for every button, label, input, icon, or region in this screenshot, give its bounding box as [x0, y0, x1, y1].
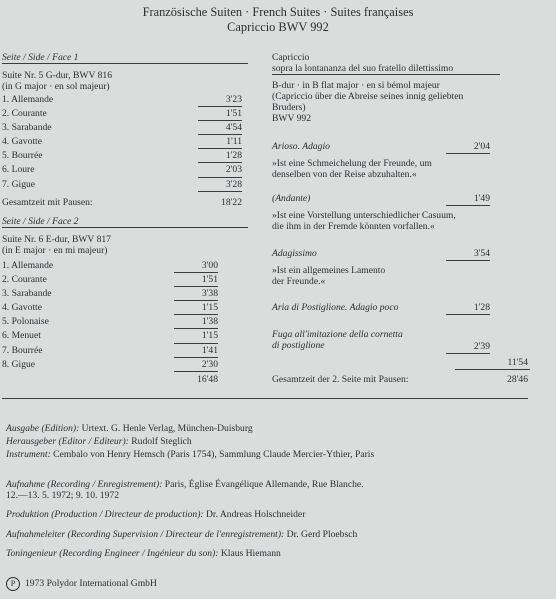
movement-duration: 1'49: [473, 193, 490, 204]
track-row: [2, 136, 242, 150]
side2-total-label: Gesamtzeit der 2. Seite mit Pausen:: [272, 374, 409, 385]
track-row: [2, 122, 242, 136]
movement-title: Arioso. Adagio: [272, 141, 330, 152]
credit-value: Cembalo von Henry Hemsch (Paris 1754), Sammlung Claude Mercier-Ythier, Paris: [50, 449, 375, 460]
phonogram-copyright-icon: P: [6, 577, 20, 591]
side1-total-label: Gesamtzeit mit Pausen:: [2, 197, 93, 208]
track-row: [2, 164, 242, 178]
movement-title: Fuga all'imitazione della cornetta: [272, 329, 403, 340]
track-title: 2. Courante: [2, 274, 47, 286]
track-title: 6. Loure: [2, 164, 35, 176]
side1-suite-title: Suite Nr. 5 G-dur, BWV 816: [2, 70, 113, 81]
track-duration: 2'03: [225, 164, 242, 176]
credit-value: Dr. Gerd Ploebsch: [284, 529, 358, 540]
movement-duration: 2'39: [473, 341, 490, 352]
movement-quote: »Ist eine Vorstellung unterschiedlicher Casuum,: [272, 210, 456, 221]
track-title: 7. Bourrée: [2, 344, 43, 356]
subtotal-rule: [455, 369, 530, 370]
track-duration: 1'15: [201, 302, 218, 314]
credit-label: Instrument:: [6, 449, 51, 460]
page-subtitle: Capriccio BWV 992: [227, 20, 329, 34]
track-row: [2, 330, 218, 344]
track-row: [2, 274, 218, 288]
duration-rule: [446, 260, 490, 261]
credit-value: Klaus Hiemann: [218, 548, 281, 559]
credit-value: Dr. Andreas Holschneider: [203, 509, 306, 520]
track-duration: 1'51: [225, 108, 242, 120]
track-duration: 1'51: [201, 274, 218, 286]
duration-rule: [446, 205, 490, 206]
capriccio-subtotal: 11'54: [507, 357, 528, 368]
side1-label: Seite / Side / Face 1: [2, 52, 79, 63]
credit-line: [6, 449, 374, 461]
movement-duration: 3'54: [473, 248, 490, 259]
track-row: [2, 359, 218, 373]
capriccio-rule: [272, 74, 500, 75]
duration-rule: [446, 353, 490, 354]
track-duration: 1'11: [226, 136, 242, 148]
track-title: 1. Allemande: [2, 94, 54, 105]
movement-quote: denselben von der Reise abzuhalten.«: [272, 169, 417, 180]
credit-label: Ausgabe (Edition):: [6, 423, 80, 434]
side2-total: 16'48: [197, 374, 218, 385]
capriccio-title: Capriccio: [272, 52, 310, 63]
credit-line: [6, 436, 192, 448]
track-row: [2, 345, 218, 359]
credit-label: Produktion (Production / Directeur de production):: [6, 509, 204, 520]
credit-value: Urtext. G. Henle Verlag, München-Duisburg: [79, 423, 253, 434]
track-row: [2, 179, 242, 193]
track-title: 2. Courante: [2, 108, 47, 120]
track-duration: 3'38: [201, 288, 218, 300]
track-title: 1. Allemande: [2, 260, 54, 271]
page-title: Französische Suiten · French Suites · Suites françaises: [142, 5, 414, 19]
track-title: 7. Gigue: [2, 178, 36, 190]
copyright-text: 1973 Polydor International GmbH: [25, 578, 157, 590]
movement-duration: 1'28: [473, 302, 490, 313]
credit-line: [6, 529, 357, 541]
track-duration: 3'23: [225, 94, 242, 105]
side2-grand-total: 28'46: [507, 374, 528, 385]
track-title: 4. Gavotte: [2, 136, 42, 148]
side1-suite-subtitle: (in G major · en sol majeur): [2, 81, 110, 92]
track-row: [2, 288, 218, 302]
credit-value: Paris, Église Évangélique Allemande, Rue Blanche.: [162, 479, 364, 490]
side1-track-list: [2, 94, 242, 193]
credit-label: Toningenieur (Recording Engineer / Ingénieur du son):: [6, 548, 219, 559]
capriccio-note-1: (Capriccio über die Abreise seines innig geliebten: [272, 91, 464, 102]
track-title: 3. Sarabande: [2, 122, 52, 134]
track-row: [2, 302, 218, 316]
track-row: [2, 94, 242, 108]
side1-total: 18'22: [221, 197, 242, 208]
track-duration: 1'28: [225, 150, 242, 162]
movement-quote: die ihm in der Fremde könnten vorfallen.«: [272, 221, 435, 232]
capriccio-bwv: BWV 992: [272, 113, 311, 124]
movement-title: (Andante): [272, 193, 311, 204]
track-duration: 2'30: [201, 358, 218, 370]
track-title: 5. Bourrée: [2, 150, 43, 162]
movement-quote: der Freunde.«: [272, 276, 326, 287]
credit-line: [6, 490, 119, 502]
track-row: [2, 260, 218, 274]
credit-value: 12.—13. 5. 1972; 9. 10. 1972: [6, 490, 119, 501]
track-row: [2, 108, 242, 122]
track-duration: 3'28: [225, 178, 242, 190]
credit-value: Rudolf Steglich: [128, 436, 192, 447]
credit-label: Aufnahme (Recording / Enregistrement):: [6, 479, 163, 490]
credit-label: Aufnahmeleiter (Recording Supervision / Directeur de l'enregistrement):: [6, 529, 285, 540]
movement-quote: »Ist ein allgemeines Lamento: [272, 265, 386, 276]
section-divider: [2, 398, 528, 399]
track-row: [2, 150, 242, 164]
side2-track-list: [2, 260, 218, 373]
duration-rule: [446, 314, 490, 315]
side2-label: Seite / Side / Face 2: [2, 216, 79, 227]
movement-duration: 2'04: [473, 141, 490, 152]
side1-rule: [2, 63, 248, 64]
side2-suite-title: Suite Nr. 6 E-dur, BWV 817: [2, 234, 111, 245]
track-title: 5. Polonaise: [2, 316, 49, 328]
copyright: [6, 577, 157, 591]
track-title: 6. Menuet: [2, 330, 41, 342]
movement-title: Aria di Postiglione. Adagio poco: [272, 302, 399, 313]
track-row: [2, 316, 218, 330]
track-title: 3. Sarabande: [2, 288, 52, 300]
track-duration: 1'38: [201, 316, 218, 328]
track-duration: 1'15: [201, 330, 218, 342]
track-duration: 4'54: [225, 122, 242, 134]
movement-title-2: di postiglione: [272, 340, 325, 351]
track-title: 4. Gavotte: [2, 302, 42, 314]
capriccio-subtitle: sopra la lontananza del suo fratello dilettissimo: [272, 63, 454, 74]
credit-line: [6, 423, 253, 435]
credit-line: [6, 509, 305, 521]
duration-rule: [446, 153, 490, 154]
track-title: 8. Gigue: [2, 358, 36, 370]
side2-rule: [2, 227, 248, 228]
track-duration: 1'41: [201, 344, 218, 356]
movement-title: Adagissimo: [272, 248, 317, 259]
movement-quote: »Ist eine Schmeichelung der Freunde, um: [272, 158, 432, 169]
credit-line: [6, 548, 281, 560]
track-duration: 3'00: [201, 260, 218, 271]
capriccio-key: B-dur · in B flat major · en si bémol majeur: [272, 80, 440, 91]
side2-suite-subtitle: (in E major · en mi majeur): [2, 245, 108, 256]
capriccio-note-2: Bruders): [272, 102, 306, 113]
credit-line: [6, 479, 364, 491]
credit-label: Herausgeber (Editor / Editeur):: [6, 436, 129, 447]
